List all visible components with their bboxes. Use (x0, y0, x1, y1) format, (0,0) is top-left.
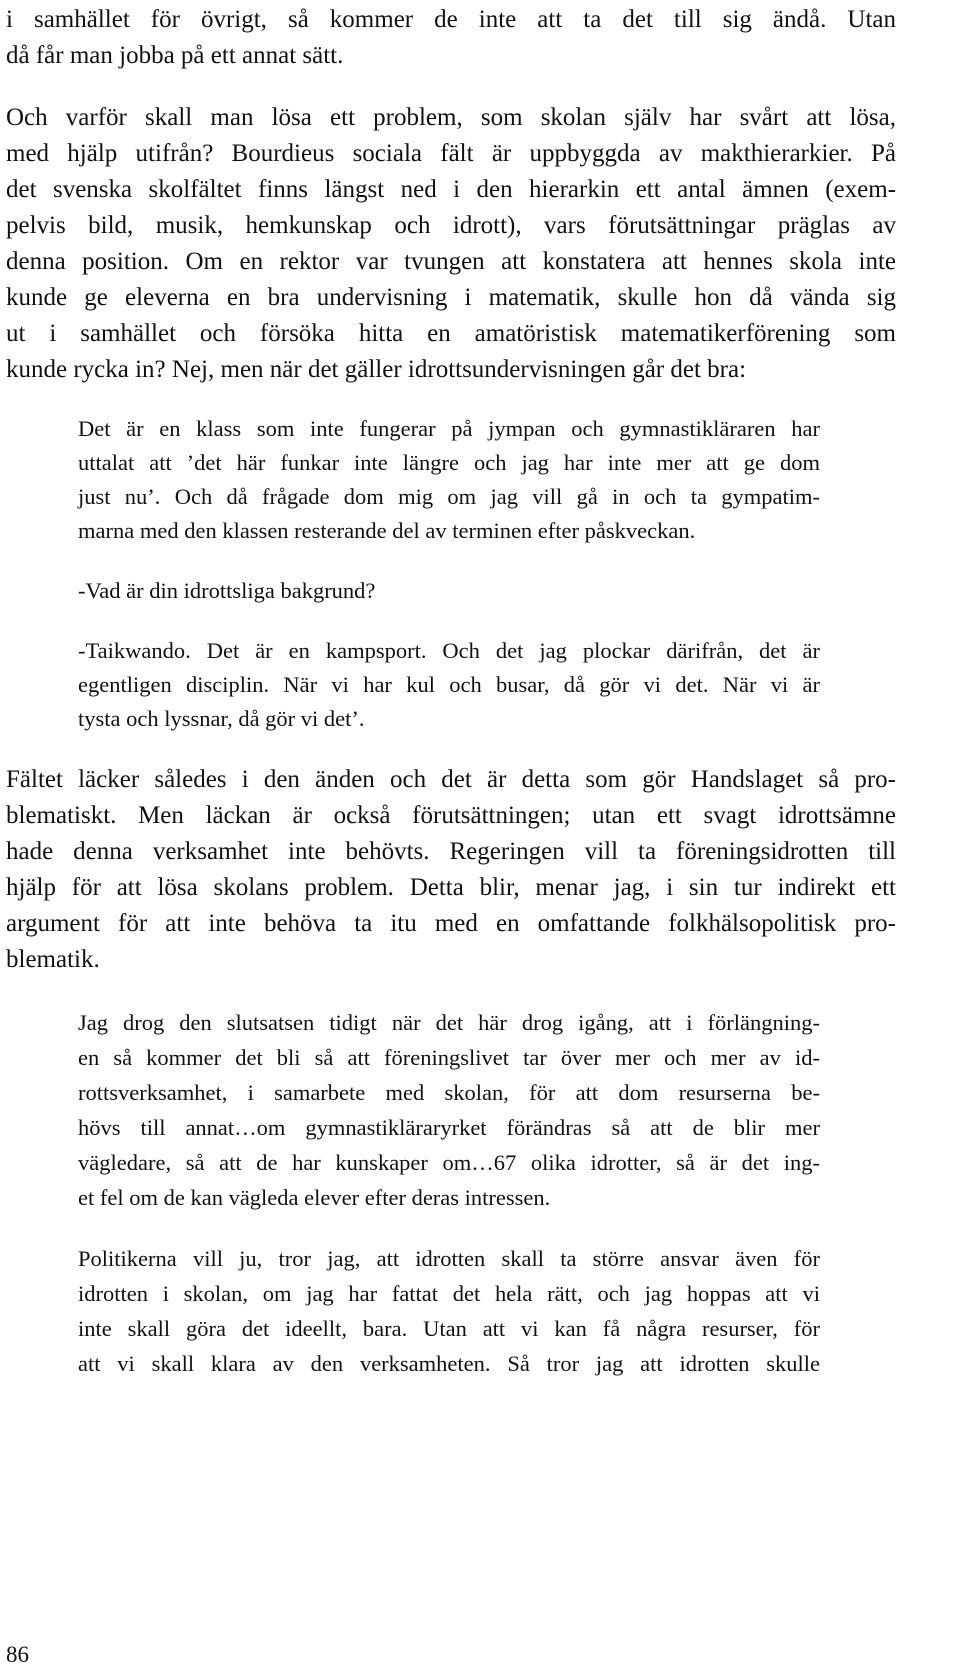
text-line: blematik. (6, 946, 100, 973)
quote-line: inte skall göra det ideellt, bara. Utan att vi kan få några resurser, för (78, 1316, 820, 1341)
text-line: det svenska skolfältet finns längst ned i den hierarkin ett antal ämnen (exem- (6, 176, 896, 203)
quote-line: Jag drog den slutsatsen tidigt när det här drog igång, att i förlängning- (78, 1010, 820, 1035)
quote-line: -Taikwando. Det är en kampsport. Och det jag plockar därifrån, det är (78, 638, 820, 663)
quote-line: egentligen disciplin. När vi har kul och busar, då gör vi det. När vi är (78, 672, 820, 697)
quote-line: tysta och lyssnar, då gör vi det’. (78, 706, 365, 731)
text-line: Och varför skall man lösa ett problem, som skolan själv har svårt att lösa, (6, 104, 896, 131)
quote-line: att vi skall klara av den verksamheten. Så tror jag att idrotten skulle (78, 1351, 820, 1376)
text-line: denna position. Om en rektor var tvungen att konstatera att hennes skola inte (6, 248, 896, 275)
quote-line: Politikerna vill ju, tror jag, att idrotten skall ta större ansvar även för (78, 1246, 820, 1271)
text-line: ut i samhället och försöka hitta en amatöristisk matematikerförening som (6, 320, 896, 347)
text-line: Fältet läcker således i den änden och det är detta som gör Handslaget så pro- (6, 766, 896, 793)
text-line: då får man jobba på ett annat sätt. (6, 42, 344, 69)
text-line: kunde ge eleverna en bra undervisning i matematik, skulle hon då vända sig (6, 284, 896, 311)
quote-line: et fel om de kan vägleda elever efter deras intressen. (78, 1185, 551, 1210)
page-number: 86 (6, 1642, 29, 1667)
quote-line: -Vad är din idrottsliga bakgrund? (78, 578, 376, 603)
text-line: med hjälp utifrån? Bourdieus sociala fält är uppbyggda av makthierarkier. På (6, 140, 896, 167)
quote-line: rottsverksamhet, i samarbete med skolan, för att dom resurserna be- (78, 1080, 820, 1105)
quote-line: vägledare, så att de har kunskaper om…67 olika idrotter, så är det ing- (78, 1150, 820, 1175)
quote-line: hövs till annat…om gymnastikläraryrket förändras så att de blir mer (78, 1115, 820, 1140)
text-line: hjälp för att lösa skolans problem. Detta blir, menar jag, i sin tur indirekt ett (6, 874, 896, 901)
text-line: kunde rycka in? Nej, men när det gäller idrottsundervisningen går det bra: (6, 356, 747, 383)
quote-line: marna med den klassen resterande del av terminen efter påskveckan. (78, 518, 696, 543)
quote-line: uttalat att ’det här funkar inte längre och jag har inte mer att ge dom (78, 450, 820, 475)
text-line: hade denna verksamhet inte behövts. Regeringen vill ta föreningsidrotten till (6, 838, 896, 865)
quote-line: just nu’. Och då frågade dom mig om jag vill gå in och ta gympatim- (78, 484, 820, 509)
text-line: i samhället för övrigt, så kommer de inte att ta det till sig ändå. Utan (6, 6, 896, 33)
text-line: argument för att inte behöva ta itu med en omfattande folkhälsopolitisk pro- (6, 910, 896, 937)
quote-line: idrotten i skolan, om jag har fattat det hela rätt, och jag hoppas att vi (78, 1281, 820, 1306)
text-line: blematiskt. Men läckan är också förutsättningen; utan ett svagt idrottsämne (6, 802, 896, 829)
text-line: pelvis bild, musik, hemkunskap och idrott), vars förutsättningar präglas av (6, 212, 896, 239)
quote-line: en så kommer det bli så att föreningslivet tar över mer och mer av id- (78, 1045, 820, 1070)
quote-line: Det är en klass som inte fungerar på jympan och gymnastikläraren har (78, 416, 820, 441)
